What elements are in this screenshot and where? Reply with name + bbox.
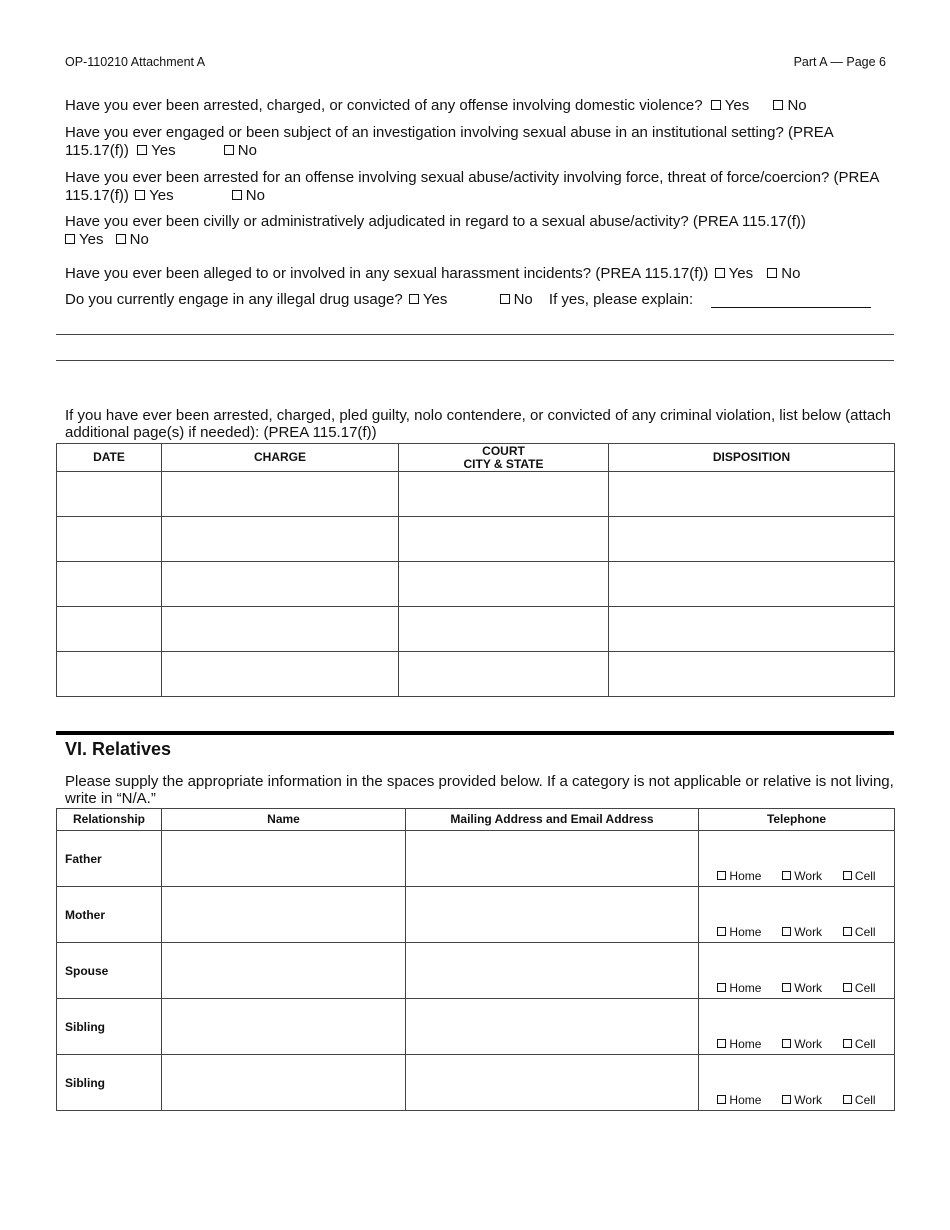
question-adjudicated: Have you ever been civilly or administratively adjudicated in regard to a sexual abuse/activity? (PREA 115.17(f)) Yes No xyxy=(65,213,806,248)
checkbox-yes[interactable] xyxy=(135,190,145,200)
table-row xyxy=(57,472,895,517)
relative-row-sibling-1: Sibling Home Work Cell xyxy=(57,999,895,1055)
telephone-cell[interactable]: Home Work Cell xyxy=(699,831,895,887)
checkbox-home[interactable] xyxy=(717,1095,726,1104)
relative-row-father: Father Home Work Cell xyxy=(57,831,895,887)
checkbox-home[interactable] xyxy=(717,983,726,992)
relatives-intro: Please supply the appropriate information in the spaces provided below. If a category is not applicable or relative is not living, write in “N/A.” xyxy=(65,773,894,807)
section-divider xyxy=(56,731,894,735)
checkbox-work[interactable] xyxy=(782,1095,791,1104)
form-id: OP-110210 Attachment A xyxy=(65,55,206,69)
name-cell[interactable] xyxy=(162,831,406,887)
address-cell[interactable] xyxy=(406,831,699,887)
checkbox-yes[interactable] xyxy=(715,268,725,278)
checkbox-work[interactable] xyxy=(782,1039,791,1048)
name-cell[interactable] xyxy=(162,1055,406,1111)
address-cell[interactable] xyxy=(406,1055,699,1111)
checkbox-no[interactable] xyxy=(767,268,777,278)
col-address: Mailing Address and Email Address xyxy=(406,809,699,831)
checkbox-home[interactable] xyxy=(717,871,726,880)
name-cell[interactable] xyxy=(162,943,406,999)
col-charge: CHARGE xyxy=(162,444,399,472)
checkbox-cell[interactable] xyxy=(843,1039,852,1048)
checkbox-cell[interactable] xyxy=(843,1095,852,1104)
explain-line-1[interactable] xyxy=(56,334,894,335)
checkbox-yes[interactable] xyxy=(65,234,75,244)
col-name: Name xyxy=(162,809,406,831)
address-cell[interactable] xyxy=(406,887,699,943)
relative-row-mother: Mother Home Work Cell xyxy=(57,887,895,943)
criminal-history-table xyxy=(56,443,895,697)
relative-row-spouse: Spouse Home Work Cell xyxy=(57,943,895,999)
checkbox-cell[interactable] xyxy=(843,927,852,936)
checkbox-no[interactable] xyxy=(500,294,510,304)
question-institutional-abuse: Have you ever engaged or been subject of an investigation involving sexual abuse in an institutional setting? (PREA 115.17(f)) Yes No xyxy=(65,124,833,159)
checkbox-no[interactable] xyxy=(116,234,126,244)
question-force-coercion: Have you ever been arrested for an offense involving sexual abuse/activity involving force, threat of force/coercion? (PREA 115.17(f)) Yes No xyxy=(65,169,879,204)
table-row xyxy=(57,562,895,607)
telephone-cell[interactable]: Home Work Cell xyxy=(699,943,895,999)
table-row xyxy=(57,517,895,562)
table-row xyxy=(57,607,895,652)
col-date: DATE xyxy=(57,444,162,472)
col-court: COURT CITY & STATE xyxy=(399,444,609,472)
checkbox-cell[interactable] xyxy=(843,983,852,992)
name-cell[interactable] xyxy=(162,887,406,943)
checkbox-home[interactable] xyxy=(717,1039,726,1048)
criminal-history-intro: If you have ever been arrested, charged, pled guilty, nolo contendere, or convicted of any criminal violation, list below (attach additional page(s) if needed): (PREA 115.17(f)) xyxy=(65,407,892,441)
relatives-table xyxy=(56,808,895,1111)
table-row xyxy=(57,652,895,697)
checkbox-no[interactable] xyxy=(773,100,783,110)
col-relationship: Relationship xyxy=(57,809,162,831)
telephone-cell[interactable]: Home Work Cell xyxy=(699,887,895,943)
page-number: Part A — Page 6 xyxy=(793,55,886,69)
telephone-cell[interactable]: Home Work Cell xyxy=(699,999,895,1055)
section-title: VI. Relatives xyxy=(65,739,172,759)
explain-blank-line[interactable] xyxy=(711,293,871,308)
checkbox-no[interactable] xyxy=(232,190,242,200)
relative-row-sibling-2: Sibling Home Work Cell xyxy=(57,1055,895,1111)
checkbox-yes[interactable] xyxy=(137,145,147,155)
question-domestic-violence: Have you ever been arrested, charged, or convicted of any offense involving domestic violence? Yes No xyxy=(65,97,807,114)
checkbox-no[interactable] xyxy=(224,145,234,155)
question-sexual-harassment: Have you ever been alleged to or involved in any sexual harassment incidents? (PREA 115.17(f)) Yes No xyxy=(65,265,801,282)
address-cell[interactable] xyxy=(406,999,699,1055)
checkbox-home[interactable] xyxy=(717,927,726,936)
telephone-cell[interactable]: Home Work Cell xyxy=(699,1055,895,1111)
question-drug-usage: Do you currently engage in any illegal drug usage? Yes No If yes, please explain: xyxy=(65,291,895,309)
explain-line-2[interactable] xyxy=(56,360,894,361)
col-telephone: Telephone xyxy=(699,809,895,831)
checkbox-work[interactable] xyxy=(782,927,791,936)
name-cell[interactable] xyxy=(162,999,406,1055)
checkbox-yes[interactable] xyxy=(711,100,721,110)
col-disposition: DISPOSITION xyxy=(609,444,895,472)
checkbox-work[interactable] xyxy=(782,871,791,880)
checkbox-yes[interactable] xyxy=(409,294,419,304)
checkbox-cell[interactable] xyxy=(843,871,852,880)
address-cell[interactable] xyxy=(406,943,699,999)
checkbox-work[interactable] xyxy=(782,983,791,992)
